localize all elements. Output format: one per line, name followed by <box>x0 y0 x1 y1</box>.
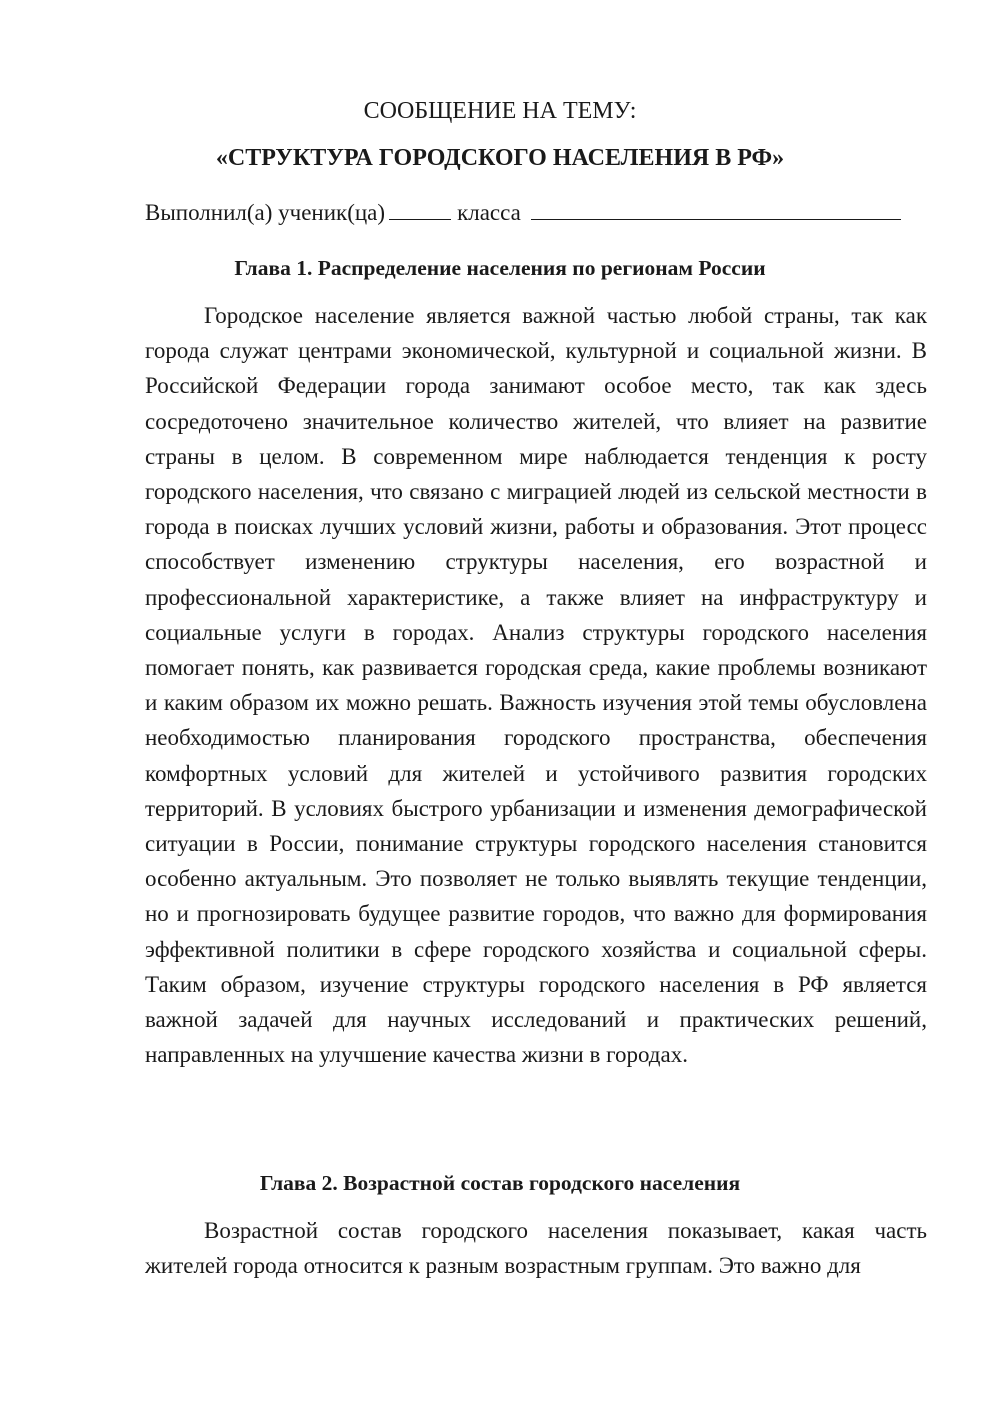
class-label: класса <box>457 200 521 225</box>
author-line <box>145 197 901 228</box>
grade-blank-line <box>389 197 451 220</box>
document-title-topic: «СТРУКТУРА ГОРОДСКОГО НАСЕЛЕНИЯ В РФ» <box>215 145 785 171</box>
document-title-line1: СООБЩЕНИЕ НА ТЕМУ: <box>363 98 637 124</box>
author-prefix-label: Выполнил(а) ученик(ца) <box>145 200 386 225</box>
chapter-1-paragraph: Городское население является важной частью любой страны, так как города служат центрами экономической, культурной и социальной жизни. В Российской Федерации города занимают особое место, так как здесь сосредоточено значительное количество жителей, что влияет на развитие страны в целом. В современном мире наблюдается тенденция к росту городского населения, что связано с миграцией людей из сельской местности в города в поисках лучших условий жизни, работы и образования. Этот процесс способствует изменению структуры населения, его возрастной и профессиональной характеристике, а также влияет на инфраструктуру и социальные услуги в городах. Анализ структуры городского населения помогает понять, как развивается городская среда, какие проблемы возникают и каким образом их можно решать. Важность изучения этой темы обусловлена необходимостью планирования городского пространства, обеспечения комфортных условий для жителей и устойчивого развития городских территорий. В условиях быстрого урбанизации и изменения демографической ситуации в России, понимание структуры городского населения становится особенно актуальным. Это позволяет не только выявлять текущие тенденции, но и прогнозировать будущее развитие городов, что важно для формирования эффективной политики в сфере городского хозяйства и социальной сферы. Таким образом, изучение структуры городского населения в РФ является важной задачей для научных исследований и практических решений, направленных на улучшение качества жизни в городах. <box>145 303 927 1068</box>
chapter-1-title: Глава 1. Распределение населения по регионам России <box>234 256 766 280</box>
chapter-2-title: Глава 2. Возрастной состав городского населения <box>259 1171 741 1195</box>
name-blank-line <box>531 197 901 220</box>
chapter-2-paragraph: Возрастной состав городского населения показывает, какая часть жителей города относится к разным возрастным группам. Это важно для <box>145 1218 927 1279</box>
